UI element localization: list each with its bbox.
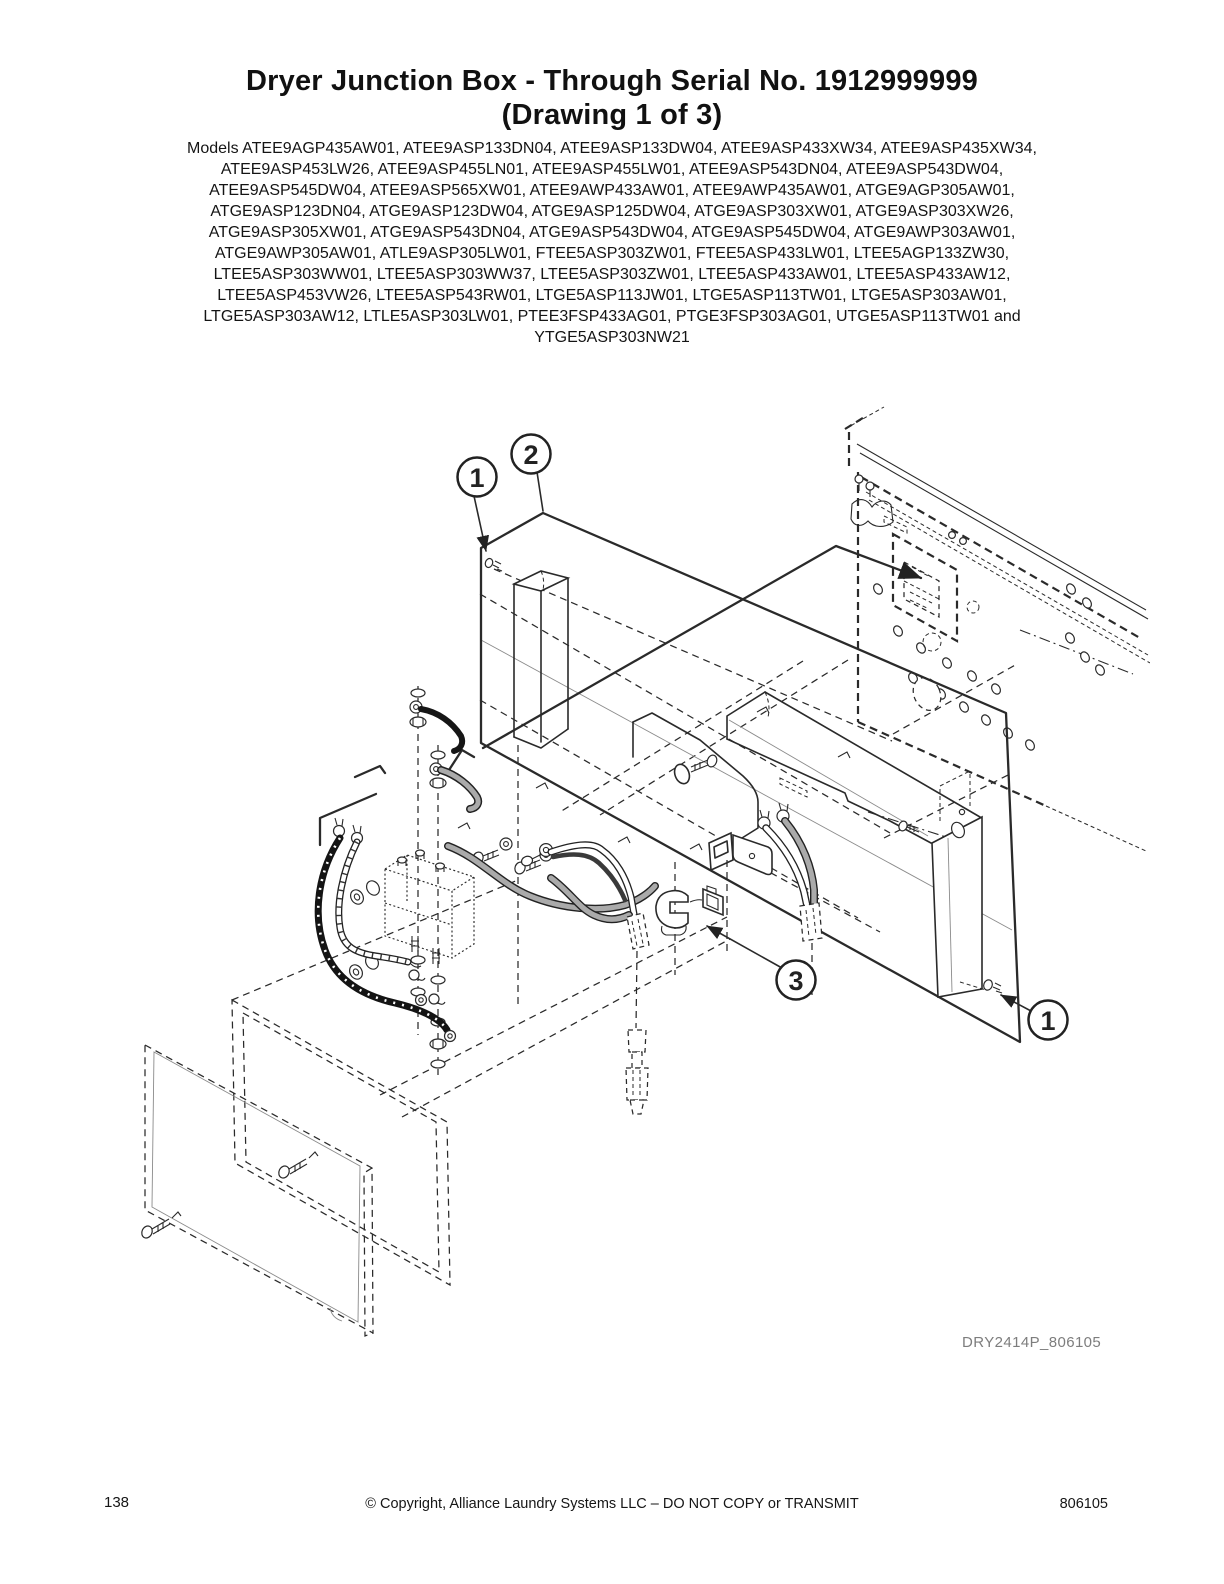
- callout-number: 1: [469, 463, 485, 493]
- mounting-screw-top: [484, 557, 502, 571]
- model-list: [82, 138, 1142, 348]
- callout-number: 3: [788, 966, 804, 996]
- model-list-line: ATEE9ASP545DW04, ATEE9ASP565XW01, ATEE9AWP433AW01, ATEE9AWP435AW01, ATGE9AGP305AW01,: [209, 182, 1015, 199]
- ground-wires: [318, 818, 455, 1042]
- strain-relief-clamp: [656, 886, 723, 935]
- callout-number: 1: [1040, 1006, 1056, 1036]
- model-list-line: Models ATEE9AGP435AW01, ATEE9ASP133DN04, ATEE9ASP133DW04, ATEE9ASP433XW34, ATEE9ASP435XW34,: [187, 140, 1037, 157]
- model-list-line: LTGE5ASP303AW12, LTLE5ASP303LW01, PTEE3FSP433AG01, PTGE3FSP303AG01, UTGE5ASP113TW01 and: [203, 308, 1021, 325]
- callout-number: 2: [523, 440, 539, 470]
- mounting-screw-bottom: [982, 979, 1002, 993]
- cabinet-rear-corner: [845, 407, 1150, 851]
- title-line-1: Dryer Junction Box - Through Serial No. 1912999999: [245, 65, 978, 97]
- model-list-line: ATGE9AWP305AW01, ATLE9ASP305LW01, FTEE5ASP303ZW01, FTEE5ASP433LW01, LTEE5AGP133ZW30,: [214, 245, 1010, 262]
- callout-2: [512, 435, 551, 512]
- figure-code: DRY2414P_806105: [962, 1334, 1102, 1351]
- callout-1-top: [458, 458, 497, 552]
- title-line-2: (Drawing 1 of 3): [501, 99, 723, 131]
- exploded-diagram: [90, 378, 1150, 1383]
- power-cord: [520, 844, 649, 1114]
- terminal-block-bracket: [514, 571, 568, 1008]
- document-number: 806105: [1059, 1496, 1108, 1512]
- copyright-notice: © Copyright, Alliance Laundry Systems LLC – DO NOT COPY or TRANSMIT: [365, 1496, 859, 1512]
- model-list-line: YTGE5ASP303NW21: [534, 329, 690, 346]
- model-list-line: ATEE9ASP453LW26, ATEE9ASP455LN01, ATEE9ASP455LW01, ATEE9ASP543DN04, ATEE9ASP543DW04,: [220, 161, 1004, 178]
- callout-3: [707, 926, 816, 1000]
- callout-1-bottom: [1001, 995, 1068, 1040]
- page-number: 138: [104, 1494, 130, 1511]
- model-list-line: LTEE5ASP303WW01, LTEE5ASP303WW37, LTEE5ASP303ZW01, LTEE5ASP433AW01, LTEE5ASP433AW12,: [213, 266, 1011, 283]
- page-title: [0, 64, 1224, 132]
- terminal-block-assembly: [318, 686, 655, 1075]
- model-list-line: ATGE9ASP305XW01, ATGE9ASP543DN04, ATGE9ASP543DW04, ATGE9ASP545DW04, ATGE9AWP303AW01,: [208, 224, 1016, 241]
- model-list-line: LTEE5ASP453VW26, LTEE5ASP543RW01, LTGE5ASP113JW01, LTGE5ASP113TW01, LTGE5ASP303AW01,: [217, 287, 1007, 304]
- alignment-lines: [232, 569, 1017, 1117]
- junction-box-cover-plates: [140, 1000, 450, 1336]
- cord-plug: [626, 1030, 648, 1114]
- cover-screw: [277, 1152, 318, 1180]
- model-list-line: ATGE9ASP123DN04, ATGE9ASP123DW04, ATGE9ASP125DW04, ATGE9ASP303XW01, ATGE9ASP303XW26,: [210, 203, 1014, 220]
